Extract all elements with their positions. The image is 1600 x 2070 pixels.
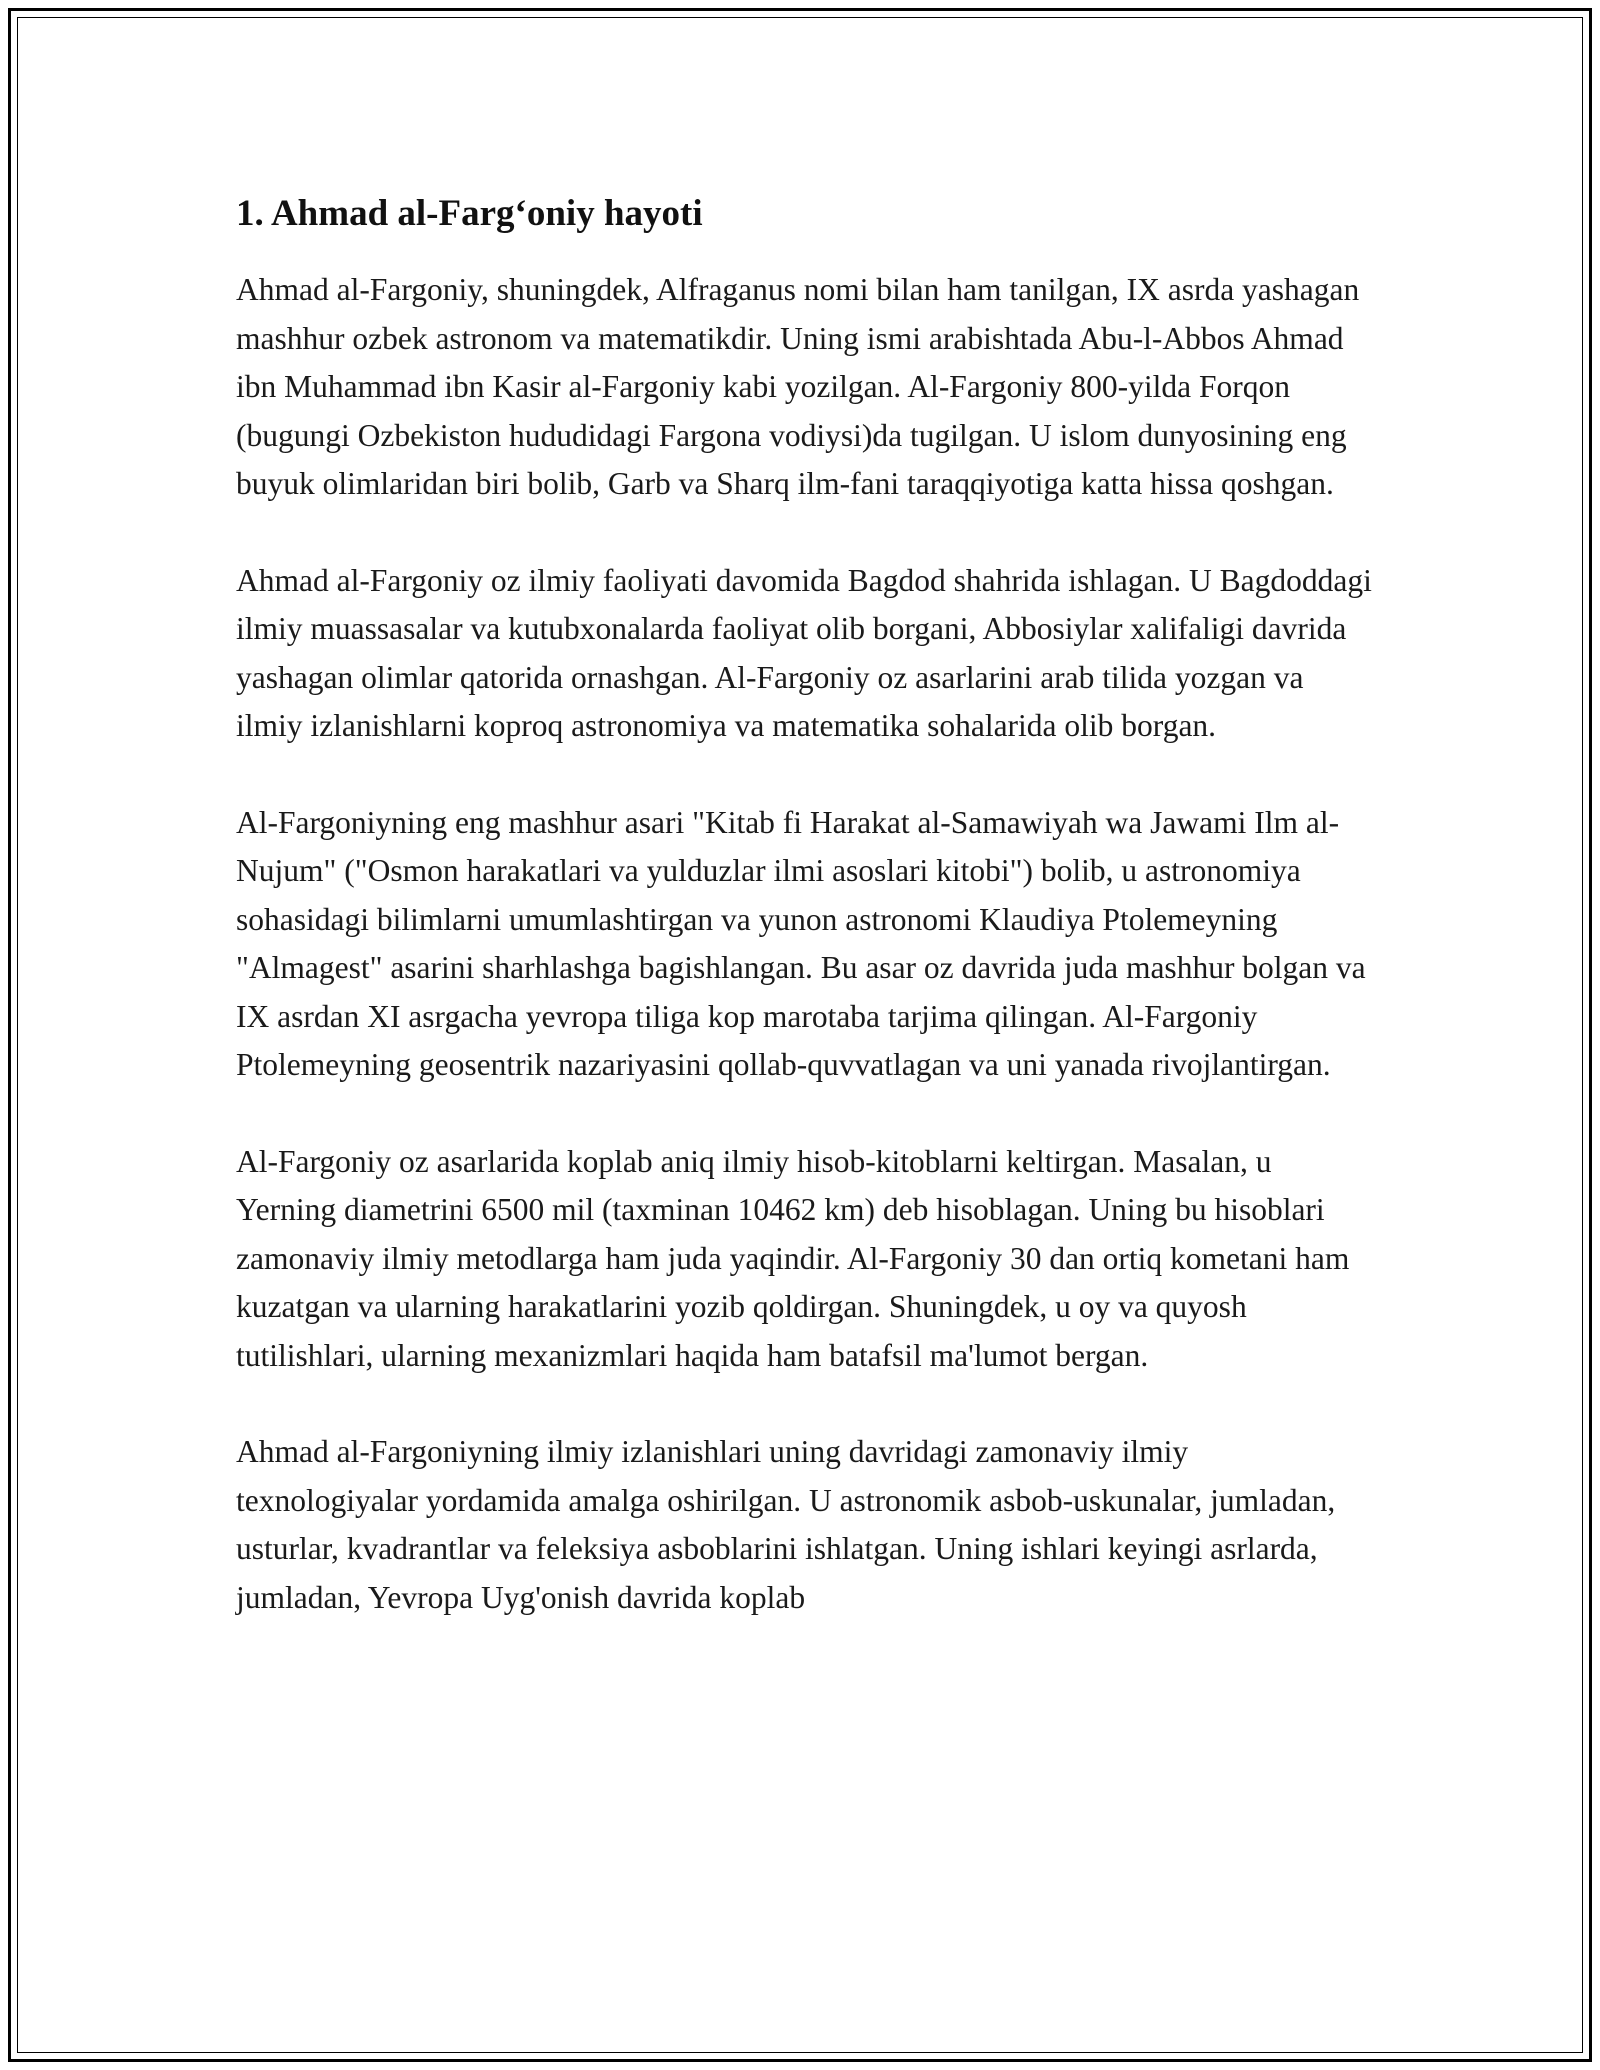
section-heading: 1. Ahmad al-Farg‘oniy hayoti [236, 193, 703, 234]
paragraph-2: Ahmad al-Fargoniy oz ilmiy faoliyati davomida Bagdod shahrida ishlagan. U Bagdoddagi ilmiy muassasalar va kutubxonalarda faoliyat olib borgani, Abbosiylar xalifaligi davrida yashagan olimlar qatorida ornashgan. Al-Fargoniy oz asarlarini arab tilida yozgan va ilmiy izlanishlarni koproq astronomiya va matematika sohalarida olib borgan. [236, 562, 1372, 743]
paragraph-3: Al-Fargoniyning eng mashhur asari "Kitab fi Harakat al-Samawiyah wa Jawami Ilm al-Nujum" ("Osmon harakatlari va yulduzlar ilmi asoslari kitobi") bolib, u astronomiya sohasidagi bilimlarni umumlashtirgan va yunon astronomi Klaudiya Ptolemeyning "Almagest" asarini sharhlashga bagishlangan. Bu asar oz davrida juda mashhur bolgan va IX asrdan XI asrgacha yevropa tiliga kop marotaba tarjima qilingan. Al-Fargoniy Ptolemeyning geosentrik nazariyasini qollab-quvvatlagan va uni yanada rivojlantirgan. [236, 804, 1366, 1082]
document-body [236, 186, 1376, 1622]
paragraph-4: Al-Fargoniy oz asarlarida koplab aniq ilmiy hisob-kitoblarni keltirgan. Masalan, u Yerning diametrini 6500 mil (taxminan 10462 km) deb hisoblagan. Uning bu hisoblari zamonaviy ilmiy metodlarga ham juda yaqindir. Al-Fargoniy 30 dan ortiq kometani ham kuzatgan va ularning harakatlarini yozib qoldirgan. Shuningdek, u oy va quyosh tutilishlari, ularning mexanizmlari haqida ham batafsil ma'lumot bergan. [236, 1143, 1350, 1373]
paragraph-5: Ahmad al-Fargoniyning ilmiy izlanishlari uning davridagi zamonaviy ilmiy texnologiyalar yordamida amalga oshirilgan. U astronomik asbob-uskunalar, jumladan, usturlar, kvadrantlar va feleksiya asboblarini ishlatgan. Uning ishlari keyingi asrlarda, jumladan, Yevropa Uyg'onish davrida koplab [236, 1434, 1336, 1615]
paragraph-1: Ahmad al-Fargoniy, shuningdek, Alfraganus nomi bilan ham tanilgan, IX asrda yashagan mashhur ozbek astronom va matematikdir. Uning ismi arabishtada Abu-l-Abbos Ahmad ibn Muhammad ibn Kasir al-Fargoniy kabi yozilgan. Al-Fargoniy 800-yilda Forqon (bugungi Ozbekiston hududidagi Fargona vodiysi)da tugilgan. U islom dunyosining eng buyuk olimlaridan biri bolib, Garb va Sharq ilm-fani taraqqiyotiga katta hissa qoshgan. [236, 272, 1360, 501]
